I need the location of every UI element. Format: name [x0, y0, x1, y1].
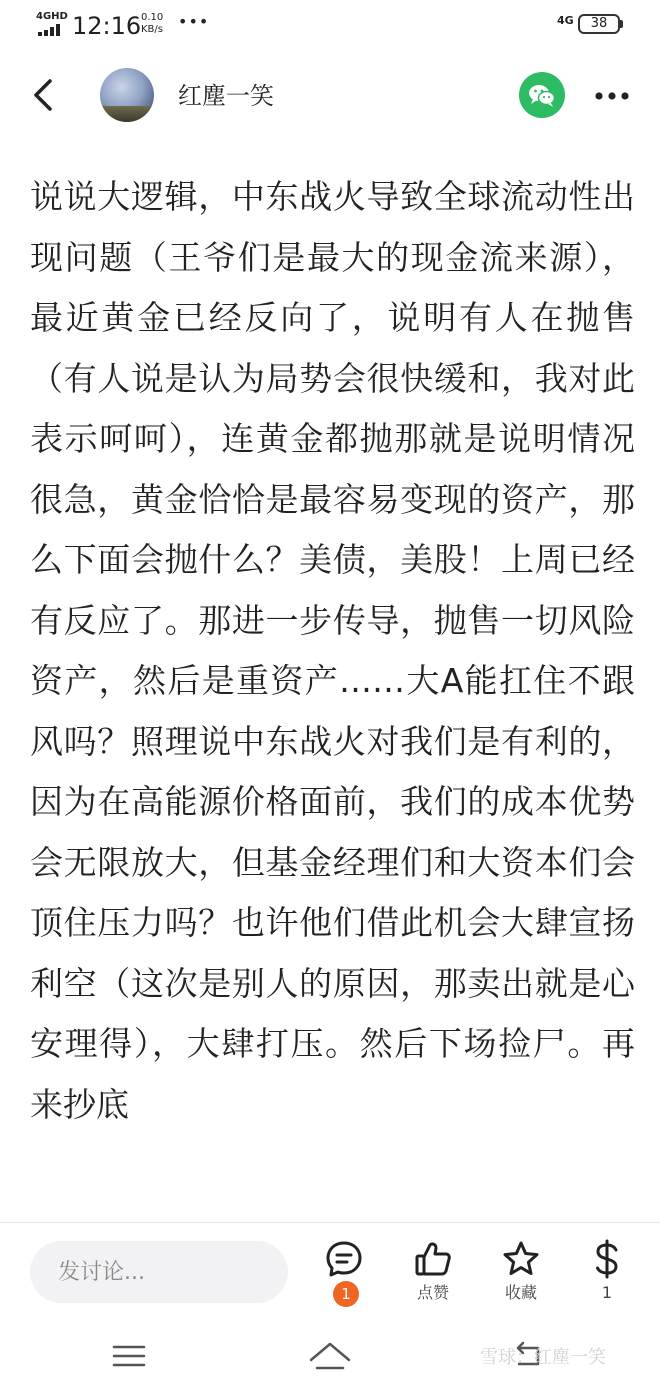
clock: 12:16: [72, 12, 142, 40]
network-speed: [141, 12, 163, 36]
menu-button[interactable]: [104, 1336, 154, 1376]
more-button[interactable]: [590, 74, 634, 118]
notification-dots: •••: [178, 12, 210, 31]
menu-icon: [104, 1336, 154, 1376]
wechat-icon: [519, 72, 565, 118]
battery-level: 38: [590, 16, 608, 31]
thumbs-up-icon: [413, 1239, 453, 1279]
network-indicator: 4GHD: [36, 11, 68, 22]
battery-icon: [578, 14, 620, 34]
reward-button[interactable]: [572, 1239, 642, 1303]
nav-header: [0, 60, 660, 132]
author-name[interactable]: 红塵一笑: [178, 82, 274, 110]
like-label: 点赞: [416, 1283, 449, 1302]
avatar[interactable]: [100, 68, 154, 122]
comment-icon: [324, 1239, 364, 1279]
speed-value: 0.10: [141, 12, 164, 23]
reward-count: 1: [601, 1283, 613, 1302]
home-button[interactable]: [305, 1336, 355, 1376]
battery-tip: [620, 20, 623, 28]
comment-input[interactable]: [30, 1241, 288, 1303]
more-dots-icon: [590, 74, 634, 118]
like-button[interactable]: [398, 1239, 468, 1303]
star-icon: [501, 1239, 541, 1279]
home-icon: [305, 1336, 355, 1376]
wechat-share-button[interactable]: [519, 72, 565, 118]
favorite-button[interactable]: [486, 1239, 556, 1303]
action-bar: [0, 1222, 660, 1315]
watermark: 雪球：红塵一笑: [480, 1347, 606, 1368]
status-bar: [0, 0, 660, 50]
dollar-icon: [587, 1239, 627, 1279]
network-type: 4G: [557, 14, 574, 27]
signal-icon: [38, 24, 62, 36]
chevron-left-icon: [26, 72, 66, 118]
post-content: 说说大逻辑，中东战火导致全球流动性出现问题（王爷们是最大的现金流来源），最近黄金已经反向了，说明有人在抛售（有人说是认为局势会很快缓和，我对此表示呵呵），连黄金都抛那就是说明情况很急，黄金恰恰是最容易变现的资产，那么下面会抛什么？美债，美股！上周已经有反应了。那进一步传导，抛售一切风险资产，然后是重资产……大A能扛住不跟风吗？照理说中东战火对我们是有利的，因为在高能源价格面前，我们的成本优势会无限放大，但基金经理们和大资本们会顶住压力吗？也许他们借此机会大肆宣扬利空（这次是别人的原因，那卖出就是心安理得），大肆打压。然后下场捡尸。再来抄底: [30, 177, 635, 1124]
system-nav-bar: [0, 1318, 660, 1393]
back-button[interactable]: [26, 72, 66, 118]
favorite-label: 收藏: [504, 1283, 537, 1302]
comments-button[interactable]: [309, 1239, 379, 1303]
speed-unit: KB/s: [141, 24, 163, 35]
comment-count-badge: 1: [333, 1281, 359, 1307]
